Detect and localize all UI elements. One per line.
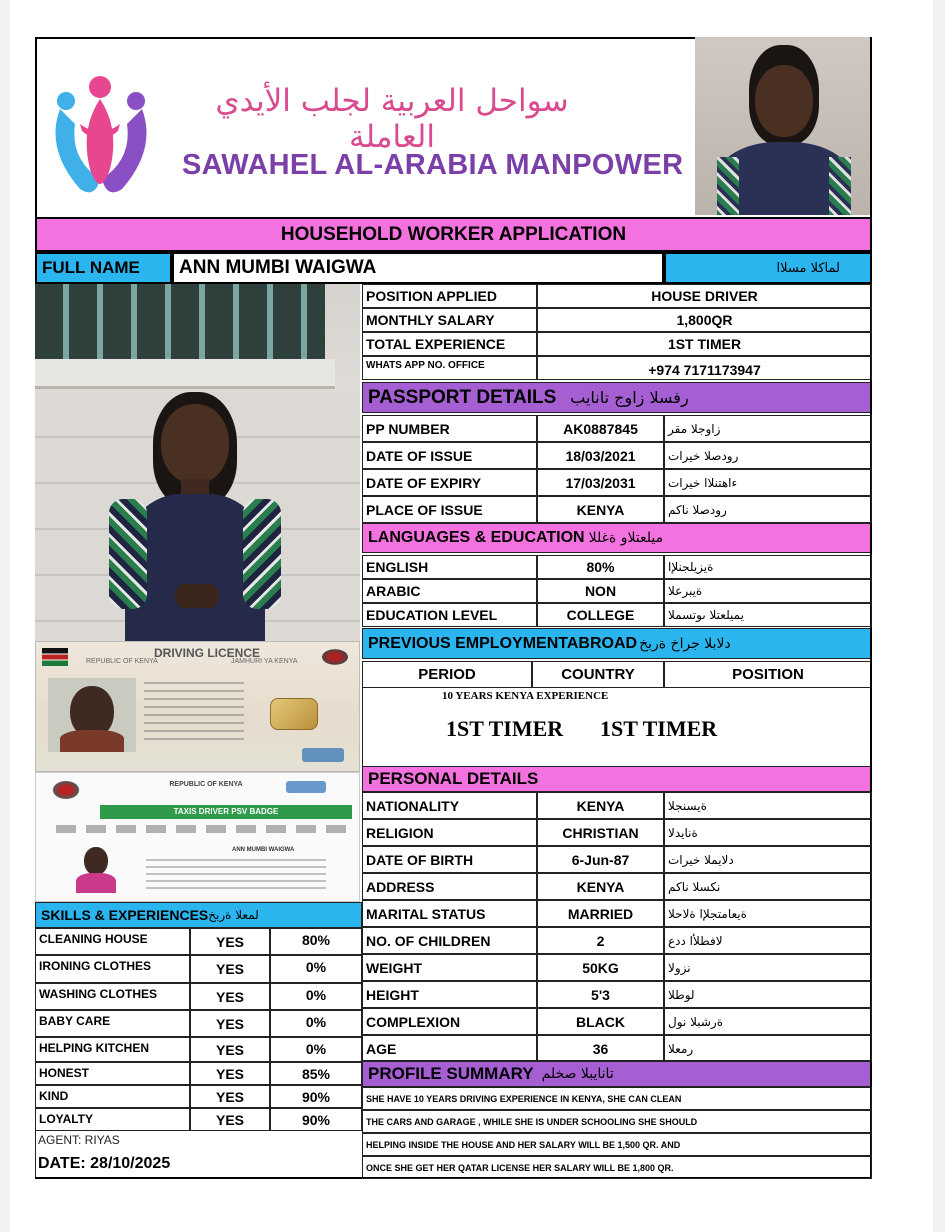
passport-value: 18/03/2021 [537,442,664,469]
skill-yes: YES [190,955,270,983]
personal-label: MARITAL STATUS [362,900,537,927]
company-logo-icon [40,69,162,209]
skill-yes: YES [190,928,270,955]
portrait-photo-large [35,284,360,641]
skill-percent: 90% [270,1085,362,1108]
personal-arabic-label: لوطلا [664,981,872,1008]
personal-label: NO. OF CHILDREN [362,927,537,954]
personal-label: DATE OF BIRTH [362,846,537,873]
personal-arabic-label: رمعلا [664,1035,872,1062]
profile-line: THE CARS AND GARAGE , WHILE SHE IS UNDER SCHOOLING SHE SHOULD [362,1110,872,1133]
passport-value: KENYA [537,496,664,523]
skill-percent: 0% [270,1037,362,1062]
position-label: POSITION APPLIED [362,284,537,308]
position-value: HOUSE DRIVER [537,284,872,308]
psv-badge-image [35,772,360,902]
passport-value: AK0887845 [537,415,664,442]
personal-value: MARRIED [537,900,664,927]
passport-header [362,382,872,413]
position-label: MONTHLY SALARY [362,308,537,332]
portrait-photo-small [695,37,872,215]
personal-value: 2 [537,927,664,954]
personal-label: HEIGHT [362,981,537,1008]
application-sheet [10,0,933,1232]
language-value: COLLEGE [537,603,664,627]
full-name-arabic: لماكلا مسلاا [664,252,872,284]
driving-licence-image [35,641,360,772]
passport-arabic-label: رودصلا ناكم [664,496,872,523]
ntsa-logo-icon [302,748,344,762]
badge-ntsa-icon [286,781,326,793]
personal-value: BLACK [537,1008,664,1035]
employment-col-country: COUNTRY [532,661,664,688]
skill-percent: 80% [270,928,362,955]
skill-label: BABY CARE [35,1010,190,1037]
language-label: EDUCATION LEVEL [362,603,537,627]
passport-label: PP NUMBER [362,415,537,442]
position-value: +974 7171173947 [537,356,872,380]
personal-value: 6-Jun-87 [537,846,664,873]
employment-arabic: دلابلا جراخ ةربخ [639,635,731,652]
arabic-company-name: سواحل العربية لجلب الأيدي العاملة [215,83,569,155]
badge-coat-of-arms-icon [50,779,82,801]
skill-yes: YES [190,1108,270,1131]
employment-title: PREVIOUS EMPLOYMENTABROAD [368,634,638,652]
skill-label: CLEANING HOUSE [35,928,190,955]
agent-label: AGENT: RIYAS [38,1133,120,1147]
licence-photo [48,678,136,752]
employment-header [362,628,872,659]
language-arabic-label: يميلعتلا ىوتسملا [664,603,872,627]
personal-value: 50KG [537,954,664,981]
skill-percent: 85% [270,1062,362,1085]
badge-title: TAXIS DRIVER PSV BADGE [100,805,352,819]
passport-label: DATE OF ISSUE [362,442,537,469]
position-label: TOTAL EXPERIENCE [362,332,537,356]
skill-yes: YES [190,1010,270,1037]
licence-title: DRIVING LICENCE [153,646,260,660]
language-value: NON [537,579,664,603]
languages-title: LANGUAGES & EDUCATION [368,529,585,546]
personal-arabic-label: ةرشبلا نول [664,1008,872,1035]
languages-header [362,523,872,553]
skill-label: WASHING CLOTHES [35,983,190,1010]
passport-label: DATE OF EXPIRY [362,469,537,496]
skill-yes: YES [190,1085,270,1108]
skill-label: KIND [35,1085,190,1108]
skill-yes: YES [190,1037,270,1062]
application-title: HOUSEHOLD WORKER APPLICATION [35,217,872,252]
skill-label: HELPING KITCHEN [35,1037,190,1062]
personal-label: AGE [362,1035,537,1062]
skill-percent: 0% [270,955,362,983]
personal-label: NATIONALITY [362,792,537,819]
skill-percent: 0% [270,1010,362,1037]
passport-arabic: رفسلا زاوج تانايب [570,388,689,407]
personal-label: WEIGHT [362,954,537,981]
personal-arabic-label: لافطلأا ددع [664,927,872,954]
full-name-label: FULL NAME [35,252,172,284]
personal-value: KENYA [537,792,664,819]
profile-line: ONCE SHE GET HER QATAR LICENSE HER SALARY WILL BE 1,800 QR. [362,1156,872,1179]
licence-republic: REPUBLIC OF KENYA [86,658,158,665]
language-label: ENGLISH [362,555,537,579]
passport-arabic-label: زاوجلا مقر [664,415,872,442]
employment-timer-1: 1ST TIMER [446,716,564,741]
badge-republic: REPUBLIC OF KENYA [169,781,243,788]
skills-arabic: لمعلا ةربخ [208,908,259,922]
language-label: ARABIC [362,579,537,603]
chip-icon [270,698,318,730]
personal-value: 5'3 [537,981,664,1008]
position-label: WHATS APP NO. OFFICE [362,356,537,380]
skill-percent: 0% [270,983,362,1010]
passport-arabic-label: ءاهتنلاا خيرات [664,469,872,496]
badge-name: ANN MUMBI WAIGWA [232,847,295,853]
personal-value: CHRISTIAN [537,819,664,846]
employment-timer-2: 1ST TIMER [600,716,718,741]
employment-col-position: POSITION [664,661,872,688]
employment-col-period: PERIOD [362,661,532,688]
personal-label: RELIGION [362,819,537,846]
personal-arabic-label: دلايملا خيرات [664,846,872,873]
personal-arabic-label: ةيعامتجلإا ةلاحلا [664,900,872,927]
passport-title: PASSPORT DETAILS [368,386,557,408]
employment-note: 10 YEARS KENYA EXPERIENCE [442,690,609,702]
personal-arabic-label: نكسلا ناكم [664,873,872,900]
language-value: 80% [537,555,664,579]
personal-arabic-label: ةنايدلا [664,819,872,846]
skill-yes: YES [190,983,270,1010]
skill-percent: 90% [270,1108,362,1131]
languages-arabic: ميلعتلاو ةغللا [588,530,664,546]
skill-yes: YES [190,1062,270,1085]
personal-header: PERSONAL DETAILS [362,766,872,792]
position-value: 1ST TIMER [537,332,872,356]
profile-arabic: تانايبلا صخلم [541,1065,614,1082]
skills-title: SKILLS & EXPERIENCES [41,907,209,923]
passport-label: PLACE OF ISSUE [362,496,537,523]
kenya-flag-icon [42,648,68,666]
skill-label: IRONING CLOTHES [35,955,190,983]
skills-header [35,902,362,928]
personal-arabic-label: نزولا [664,954,872,981]
passport-arabic-label: رودصلا خيرات [664,442,872,469]
profile-title: PROFILE SUMMARY [368,1063,534,1083]
personal-value: KENYA [537,873,664,900]
licence-jamhuri: JAMHURI YA KENYA [231,658,298,665]
badge-photo [76,845,116,893]
personal-label: ADDRESS [362,873,537,900]
language-arabic-label: ةيزيلجنلإا [664,555,872,579]
skill-label: LOYALTY [35,1108,190,1131]
profile-line: HELPING INSIDE THE HOUSE AND HER SALARY WILL BE 1,500 QR. AND [362,1133,872,1156]
position-value: 1,800QR [537,308,872,332]
english-company-name: SAWAHEL AL-ARABIA MANPOWER [182,149,684,181]
personal-value: 36 [537,1035,664,1062]
skill-label: HONEST [35,1062,190,1085]
coat-of-arms-icon [320,648,350,666]
personal-arabic-label: ةيسنجلا [664,792,872,819]
date-label: DATE: 28/10/2025 [38,1155,171,1172]
profile-line: SHE HAVE 10 YEARS DRIVING EXPERIENCE IN KENYA, SHE CAN CLEAN [362,1087,872,1110]
personal-label: COMPLEXION [362,1008,537,1035]
language-arabic-label: ةيبرعلا [664,579,872,603]
passport-value: 17/03/2031 [537,469,664,496]
profile-header [362,1060,872,1087]
full-name-value: ANN MUMBI WAIGWA [172,252,664,284]
